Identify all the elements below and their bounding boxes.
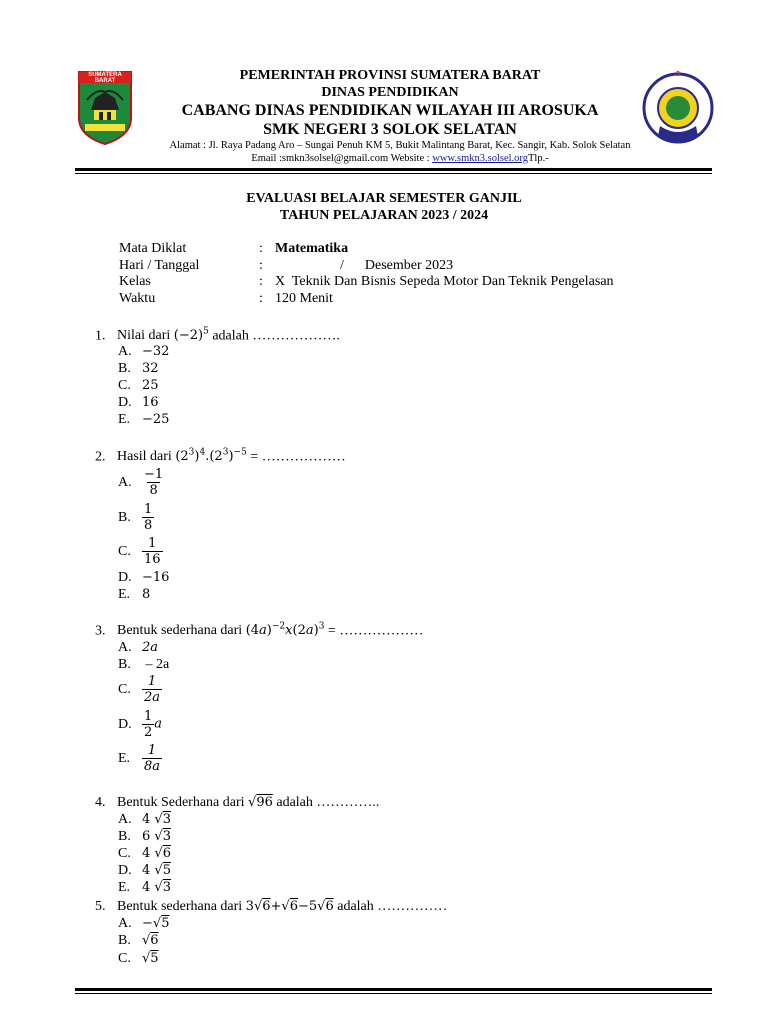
question-number: 4.	[95, 795, 106, 810]
info-label-class: Kelas	[119, 274, 151, 289]
letterhead-province: PEMERINTAH PROVINSI SUMATERA BARAT	[239, 68, 541, 83]
question-text: Nilai dari	[117, 328, 174, 344]
exam-year: TAHUN PELAJARAN 2023 / 2024	[279, 208, 489, 223]
info-value-subject: Matematika	[275, 241, 349, 256]
math-expression: $(2^3)^4.(2^3)^{-5}$	[175, 448, 247, 465]
math-expression: $(4a)^{-2}x(2a)^3$	[245, 622, 325, 639]
question-text: adalah ……………	[333, 899, 448, 914]
letterhead-contact	[120, 153, 680, 164]
header-divider	[75, 168, 712, 171]
letterhead-agency: DINAS PENDIDIKAN	[321, 85, 459, 100]
question-text: Bentuk sederhana dari	[117, 623, 246, 639]
website-link[interactable]: www.smkn3.solsel.org	[432, 153, 528, 164]
info-colon: :	[259, 241, 263, 256]
option[interactable]: D. −16	[118, 570, 170, 585]
question-text: adalah …………..	[272, 795, 380, 810]
email-text: Email :smkn3solsel@gmail.com Website :	[251, 153, 433, 164]
option[interactable]: A. $\frac{-1}{8}$	[118, 467, 164, 498]
question-3	[95, 622, 423, 639]
question-text: Hasil dari	[117, 449, 176, 465]
question-text: Bentuk Sederhana dari	[117, 795, 249, 810]
question-text: = ………………	[246, 449, 346, 465]
info-value-date: / Desember 2023	[340, 258, 454, 273]
info-colon: :	[259, 258, 263, 273]
question-text: adalah ……………….	[208, 328, 340, 344]
option[interactable]: A. 2a	[118, 640, 159, 655]
question-1	[95, 327, 340, 344]
emblem-label: SUMATERA BARAT	[88, 72, 122, 84]
info-value-class: X Teknik Dan Bisnis Sepeda Motor Dan Teknik Pengelasan	[275, 274, 614, 289]
option[interactable]: E. −25	[118, 412, 170, 427]
letterhead-branch: CABANG DINAS PENDIDIKAN WILAYAH III AROSUKA	[181, 102, 599, 119]
option[interactable]: C. 4 √6	[118, 846, 171, 861]
option[interactable]: C. 25	[118, 378, 159, 393]
math-expression: 3√6+√6−5√6	[245, 899, 334, 914]
question-4	[95, 795, 379, 811]
option[interactable]: B. √6	[118, 933, 159, 948]
math-expression: √96	[248, 795, 273, 810]
info-colon: :	[259, 291, 263, 306]
option[interactable]: B. 32	[118, 361, 159, 376]
info-colon: :	[259, 274, 263, 289]
question-number: 3.	[95, 623, 106, 639]
option[interactable]: A. −√5	[118, 916, 170, 931]
option[interactable]: C. $\frac{1}{16}$	[118, 536, 161, 567]
question-5	[95, 899, 447, 915]
option[interactable]: A. 4 √3	[118, 812, 171, 827]
question-text: Bentuk sederhana dari	[117, 899, 246, 914]
option[interactable]: E. $\frac{1}{8a}$	[118, 743, 161, 774]
letterhead-school: SMK NEGERI 3 SOLOK SELATAN	[263, 121, 517, 138]
option[interactable]: E. 4 √3	[118, 880, 171, 895]
info-label-subject: Mata Diklat	[119, 241, 187, 256]
info-label-time: Waktu	[119, 291, 156, 306]
header-divider-thin	[75, 173, 712, 174]
option[interactable]: B. 6 √3	[118, 829, 171, 844]
option[interactable]: E. 8	[118, 587, 151, 602]
phone-text: Tlp.-	[527, 153, 549, 164]
question-number: 1.	[95, 328, 106, 344]
option[interactable]: C. √5	[118, 951, 159, 966]
svg-text:3: 3	[676, 71, 680, 78]
question-2	[95, 448, 346, 465]
option[interactable]: A. −32	[118, 344, 170, 359]
info-label-date: Hari / Tanggal	[119, 258, 200, 273]
exam-title: EVALUASI BELAJAR SEMESTER GANJIL	[246, 191, 522, 206]
option[interactable]: D. 4 √5	[118, 863, 171, 878]
footer-divider-thin	[75, 993, 712, 994]
question-text: = ………………	[324, 623, 424, 639]
option[interactable]: B. $\frac{1}{8}$	[118, 502, 153, 533]
footer-divider	[75, 988, 712, 991]
info-value-time: 120 Menit	[275, 291, 333, 306]
question-number: 2.	[95, 449, 106, 465]
option[interactable]: C. $\frac{1}{2a}$	[118, 674, 161, 705]
option[interactable]: D. 16	[118, 395, 159, 410]
question-number: 5.	[95, 899, 106, 914]
math-expression: $(-2)^5$	[173, 327, 209, 344]
letterhead-address: Alamat : Jl. Raya Padang Aro – Sungai Penuh KM 5, Bukit Malintang Barat, Kec. Sangir, Kab. Solok Selatan	[169, 140, 631, 151]
option[interactable]: B. – 2a	[118, 657, 170, 672]
option[interactable]: D. $\frac{1}{2}$ a	[118, 709, 163, 740]
